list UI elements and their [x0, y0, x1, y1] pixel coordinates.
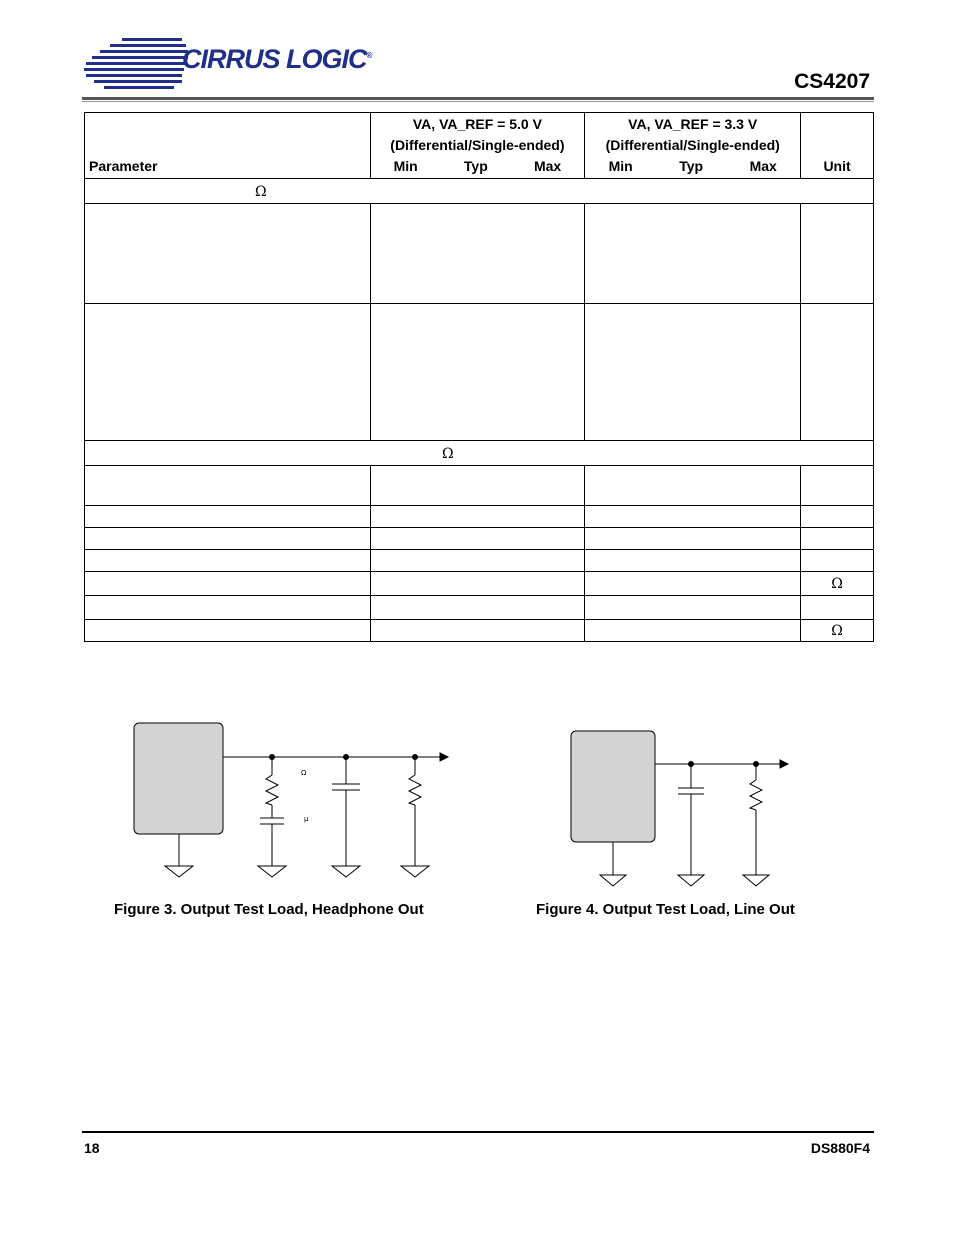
header-parameter: Parameter — [85, 113, 371, 179]
table-row — [85, 204, 874, 304]
group2-max: Max — [749, 158, 777, 174]
group1-min: Min — [393, 158, 418, 174]
group1-line1: VA, VA_REF = 5.0 V — [412, 116, 542, 132]
table-row — [85, 506, 874, 528]
group2-line1: VA, VA_REF = 3.3 V — [628, 116, 758, 132]
figure4-schematic — [560, 725, 800, 895]
spec-table — [84, 112, 874, 642]
header-group-5v — [370, 113, 585, 179]
table-row — [85, 572, 874, 596]
table-row — [85, 528, 874, 550]
device-block — [134, 723, 223, 834]
group2-line2: (Differential/Single-ended) — [605, 137, 780, 153]
figure4-caption: Figure 4. Output Test Load, Line Out — [536, 901, 795, 918]
fig3-micro-label: µ — [304, 815, 309, 823]
group1-typ: Typ — [463, 158, 488, 174]
cirrus-logic-logo — [82, 34, 372, 98]
group1-max: Max — [533, 158, 562, 174]
row-unit-ohm: Ω — [831, 623, 843, 639]
section-row-2 — [85, 441, 874, 466]
part-number: CS4207 — [794, 70, 870, 93]
section2-ohm-symbol: Ω — [442, 445, 454, 462]
group2-min: Min — [608, 158, 633, 174]
group1-line2: (Differential/Single-ended) — [390, 137, 565, 153]
device-block — [571, 731, 655, 842]
logo-registered-mark: ® — [366, 51, 372, 60]
logo-text: CIRRUS LOGIC — [182, 44, 367, 74]
document-id: DS880F4 — [810, 1140, 870, 1156]
group2-typ: Typ — [679, 158, 704, 174]
section-row-1 — [85, 179, 874, 204]
table-row — [85, 620, 874, 642]
table-row — [85, 596, 874, 620]
row-unit-ohm: Ω — [831, 576, 843, 592]
fig3-ohm-label: Ω — [301, 769, 307, 777]
figure3-caption: Figure 3. Output Test Load, Headphone Out — [114, 901, 424, 918]
footer-rule — [82, 1131, 874, 1133]
header-unit: Unit — [801, 113, 874, 179]
header-group-3v3 — [585, 113, 801, 179]
page-number: 18 — [84, 1140, 100, 1156]
header-rule — [82, 97, 874, 100]
table-row — [85, 550, 874, 572]
logo-swoosh-icon — [82, 34, 192, 98]
table-header-row — [85, 113, 874, 179]
section1-ohm-symbol: Ω — [255, 183, 267, 200]
figure3-schematic — [120, 715, 460, 885]
table-row — [85, 304, 874, 441]
table-row — [85, 466, 874, 506]
header-rule-thin — [82, 101, 874, 102]
